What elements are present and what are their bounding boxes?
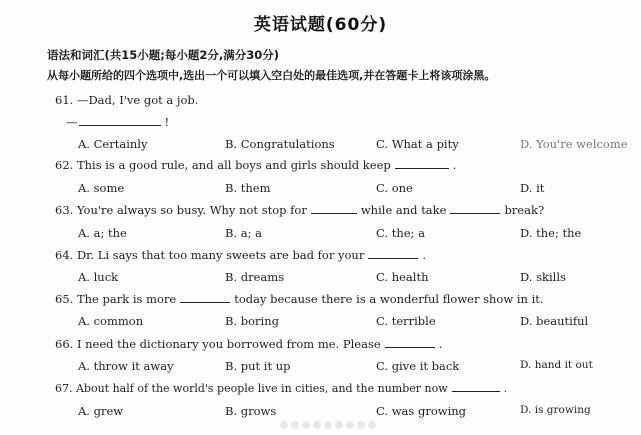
question-62-end: . [452, 158, 457, 172]
exclamation-mark: ! [164, 115, 170, 129]
q62-option-b: B. them [225, 181, 271, 195]
question-63-text: 63. You're always so busy. Why not stop for [55, 203, 307, 217]
page-dot [291, 421, 299, 429]
question-65-stem [55, 292, 544, 306]
page-dot [313, 421, 321, 429]
question-61-response-line [66, 115, 169, 129]
q67-option-a: A. grew [78, 404, 124, 418]
q67-option-c: C. was growing [376, 404, 467, 418]
q65-option-d: D. beautiful [520, 314, 589, 328]
q63-option-d: D. the; the [520, 226, 582, 240]
question-65-end: today because there is a wonderful flower show in it. [234, 292, 544, 306]
page-dot [357, 421, 365, 429]
q61-option-c: C. What a pity [376, 137, 459, 151]
q66-option-c: C. give it back [376, 359, 460, 373]
page-dot [280, 421, 288, 429]
q65-option-b: B. boring [225, 314, 279, 328]
question-64-stem [55, 248, 426, 262]
question-65-text: 65. The park is more [55, 292, 177, 306]
question-66-stem [55, 337, 442, 351]
q63-option-a: A. a; the [78, 226, 127, 240]
page-dot [346, 421, 354, 429]
question-62-text: 62. This is a good rule, and all boys and girls should keep [55, 158, 391, 172]
answer-blank [395, 167, 449, 169]
q67-option-b: B. grows [225, 404, 277, 418]
section-heading: 语法和词汇(共15小题;每小题2分,满分30分) [47, 48, 279, 62]
q61-option-d: D. You're welcome [520, 137, 628, 151]
q63-option-b: B. a; a [225, 226, 263, 240]
q64-option-a: A. luck [78, 270, 119, 284]
answer-blank-1 [311, 212, 357, 214]
question-67-end: . [503, 382, 508, 395]
question-64-end: . [422, 248, 426, 262]
q67-option-d: D. is growing [520, 404, 591, 416]
answer-blank [385, 346, 435, 348]
page-indicator-dots [280, 414, 400, 424]
answer-blank [452, 390, 500, 392]
q66-option-a: A. throw it away [78, 359, 174, 373]
question-61-text: 61. —Dad, I've got a job. [55, 93, 199, 107]
question-63-stem [55, 203, 544, 217]
instruction-text: 从每小题所给的四个选项中,选出一个可以填入空白处的最佳选项,并在答题卡上将该项涂黑。 [47, 69, 496, 82]
question-67-text: 67. About half of the world's people live in cities, and the number now [55, 382, 448, 395]
q62-option-d: D. it [520, 181, 545, 195]
question-64-text: 64. Dr. Li says that too many sweets are bad for your [55, 248, 365, 262]
page-title: 英语试题(60分) [253, 15, 388, 35]
q66-option-d: D. hand it out [520, 359, 593, 371]
q66-option-b: B. put it up [225, 359, 291, 373]
page-dot [368, 421, 376, 429]
question-66-end: . [438, 337, 443, 351]
answer-blank [180, 301, 230, 303]
page-dot [324, 421, 332, 429]
q65-option-a: A. common [78, 314, 144, 328]
q65-option-c: C. terrible [376, 314, 436, 328]
q64-option-c: C. health [376, 270, 429, 284]
page-dot [302, 421, 310, 429]
answer-blank [79, 124, 161, 126]
page-dot [335, 421, 343, 429]
q63-option-c: C. the; a [376, 226, 425, 240]
question-66-text: 66. I need the dictionary you borrowed from me. Please [55, 337, 381, 351]
q64-option-b: B. dreams [225, 270, 285, 284]
dash-label: — [66, 115, 78, 129]
q62-option-c: C. one [376, 181, 413, 195]
answer-blank [368, 257, 418, 259]
question-63-end: break? [504, 203, 545, 217]
question-61-stem [55, 93, 198, 107]
question-62-stem [55, 158, 456, 172]
question-67-stem [55, 382, 507, 395]
answer-blank-2 [450, 212, 500, 214]
question-63-mid: while and take [360, 203, 447, 217]
q61-option-b: B. Congratulations [225, 137, 335, 151]
q61-option-a: A. Certainly [78, 137, 148, 151]
q64-option-d: D. skills [520, 270, 566, 284]
q62-option-a: A. some [78, 181, 125, 195]
